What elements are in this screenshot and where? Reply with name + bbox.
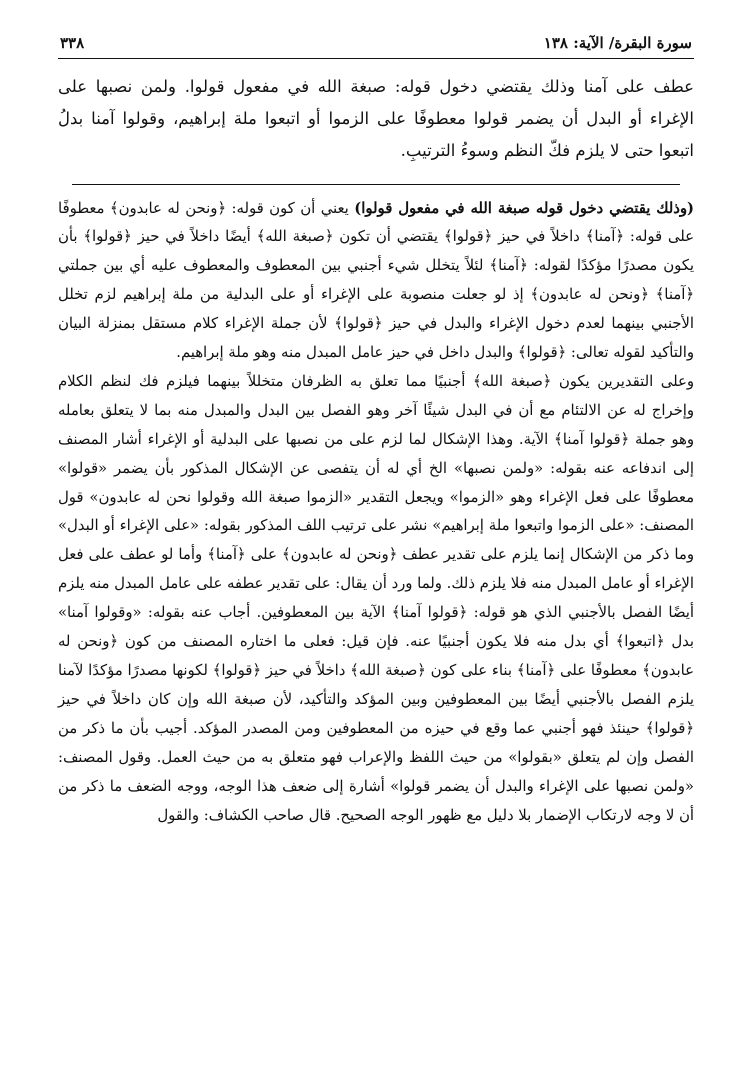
page-number: ٣٣٨	[60, 34, 85, 52]
commentary-paragraph-2: وعلى التقديرين يكون ﴿صبغة الله﴾ أجنبيًا مما تعلق به الظرفان متخللاً بينهما فيلزم فك لنظم الكلام وإخراج له عن الالتئام مع أن في البدل شيئًا آخر وهو الفصل بين البدل والمبدل منه بما لا يتعلق بعامله وهو جملة ﴿قولوا آمنا﴾ الآية. وهذا الإشكال لما لزم على من نصبها على البدلية أو الإغراء أشار المصنف إلى اندفاعه عنه بقوله: «ولمن نصبها» الخ أي له أن يتفصى عن الإشكال المذكور بأن يضمر «قولوا» معطوفًا على فعل الإغراء وهو «الزموا» ويجعل التقدير «الزموا صبغة الله وقولوا نحن له عابدون» قول المصنف: «على الزموا واتبعوا ملة إبراهيم» نشر على ترتيب اللف المذكور بقوله: «على الإغراء أو البدل» وما ذكر من الإشكال إنما يلزم على تقدير عطف ﴿ونحن له عابدون﴾ على ﴿آمنا﴾ وأما لو عطف على فعل الإغراء أو عامل المبدل منه فلا يلزم ذلك. ولما ورد أن يقال: على تقدير عطفه على عامل المبدل منه يلزم أيضًا الفصل بالأجنبي الذي هو قوله: ﴿قولوا آمنا﴾ الآية بين المعطوفين. أجاب عنه بقوله: «وقولوا آمنا» بدل ﴿اتبعوا﴾ أي بدل منه فلا يكون أجنبيًا عنه. فإن قيل: فعلى ما اختاره المصنف من كون ﴿ونحن له عابدون﴾ معطوفًا على ﴿آمنا﴾ بناء على كون ﴿صبغة الله﴾ داخلاً في حيز ﴿قولوا﴾ لكونها مصدرًا مؤكدًا لآمنا يلزم الفصل بالأجنبي أيضًا بين المعطوفين وبين المؤكد والتأكيد، لأن صبغة الله وإن كان داخلاً في حيز ﴿قولوا﴾ حينئذ فهو أجنبي عما وقع في حيزه من المعطوفين ومن المصدر المؤكد. أجيب بأن ما ذكر من الفصل وإن لم يتعلق «بقولوا» من حيث اللفظ والإعراب فهو متعلق به من حيث العمل. وقول المصنف: «ولمن نصبها على الإغراء والبدل أن يضمر قولوا» أشارة إلى ضعف هذا الوجه، ووجه الضعف ما ذكر من أن لا وجه لارتكاب الإضمار بلا دليل مع ظهور الوجه الصحيح. قال صاحب الكشاف: والقول	[58, 372, 695, 824]
main-text: عطف على آمنا وذلك يقتضي دخول قوله: صبغة الله في مفعول قولوا. ولمن نصبها على الإغراء أو البدل أن يضمر قولوا معطوفًا على الزموا أو اتبعوا ملة إبراهيم، وقولوا آمنا بدلُ اتبعوا حتى لا يلزم فكّ النظم وسوءُ الترتيبِ.	[58, 77, 694, 160]
commentary-lead: (وذلك يقتضي دخول قوله صبغة الله في مفعول قولوا)	[354, 199, 694, 217]
commentary-paragraph-1	[58, 195, 694, 368]
running-header	[58, 34, 694, 59]
section-divider	[72, 184, 680, 185]
commentary-text-1: يعني أن كون قوله: ﴿ونحن له عابدون﴾ معطوفًا على قوله: ﴿آمنا﴾ داخلاً في حيز ﴿قولوا﴾ يقتضي أن تكون ﴿صبغة الله﴾ أيضًا داخلاً في حيز ﴿قولوا﴾ بأن يكون مصدرًا مؤكدًا لقوله: ﴿آمنا﴾ لئلاً يتخلل شيء أجنبي بين المعطوف والمعطوف عليه أي بين جملتي ﴿آمنا﴾ ﴿ونحن له عابدون﴾ إذ لو جعلت منصوبة على الإغراء أو على البدلية من ملة إبراهيم لزم تخلل الأجنبي بينهما لعدم دخول الإغراء والبدل في حيز ﴿قولوا﴾ لأن جملة الإغراء كلام مستقل بمنزلة البيان والتأكيد لقوله تعالى: ﴿قولوا﴾ والبدل داخل في حيز عامل المبدل منه وهو ملة إبراهيم.	[58, 199, 694, 362]
surah-reference: سورة البقرة/ الآية: ١٣٨	[543, 34, 692, 52]
